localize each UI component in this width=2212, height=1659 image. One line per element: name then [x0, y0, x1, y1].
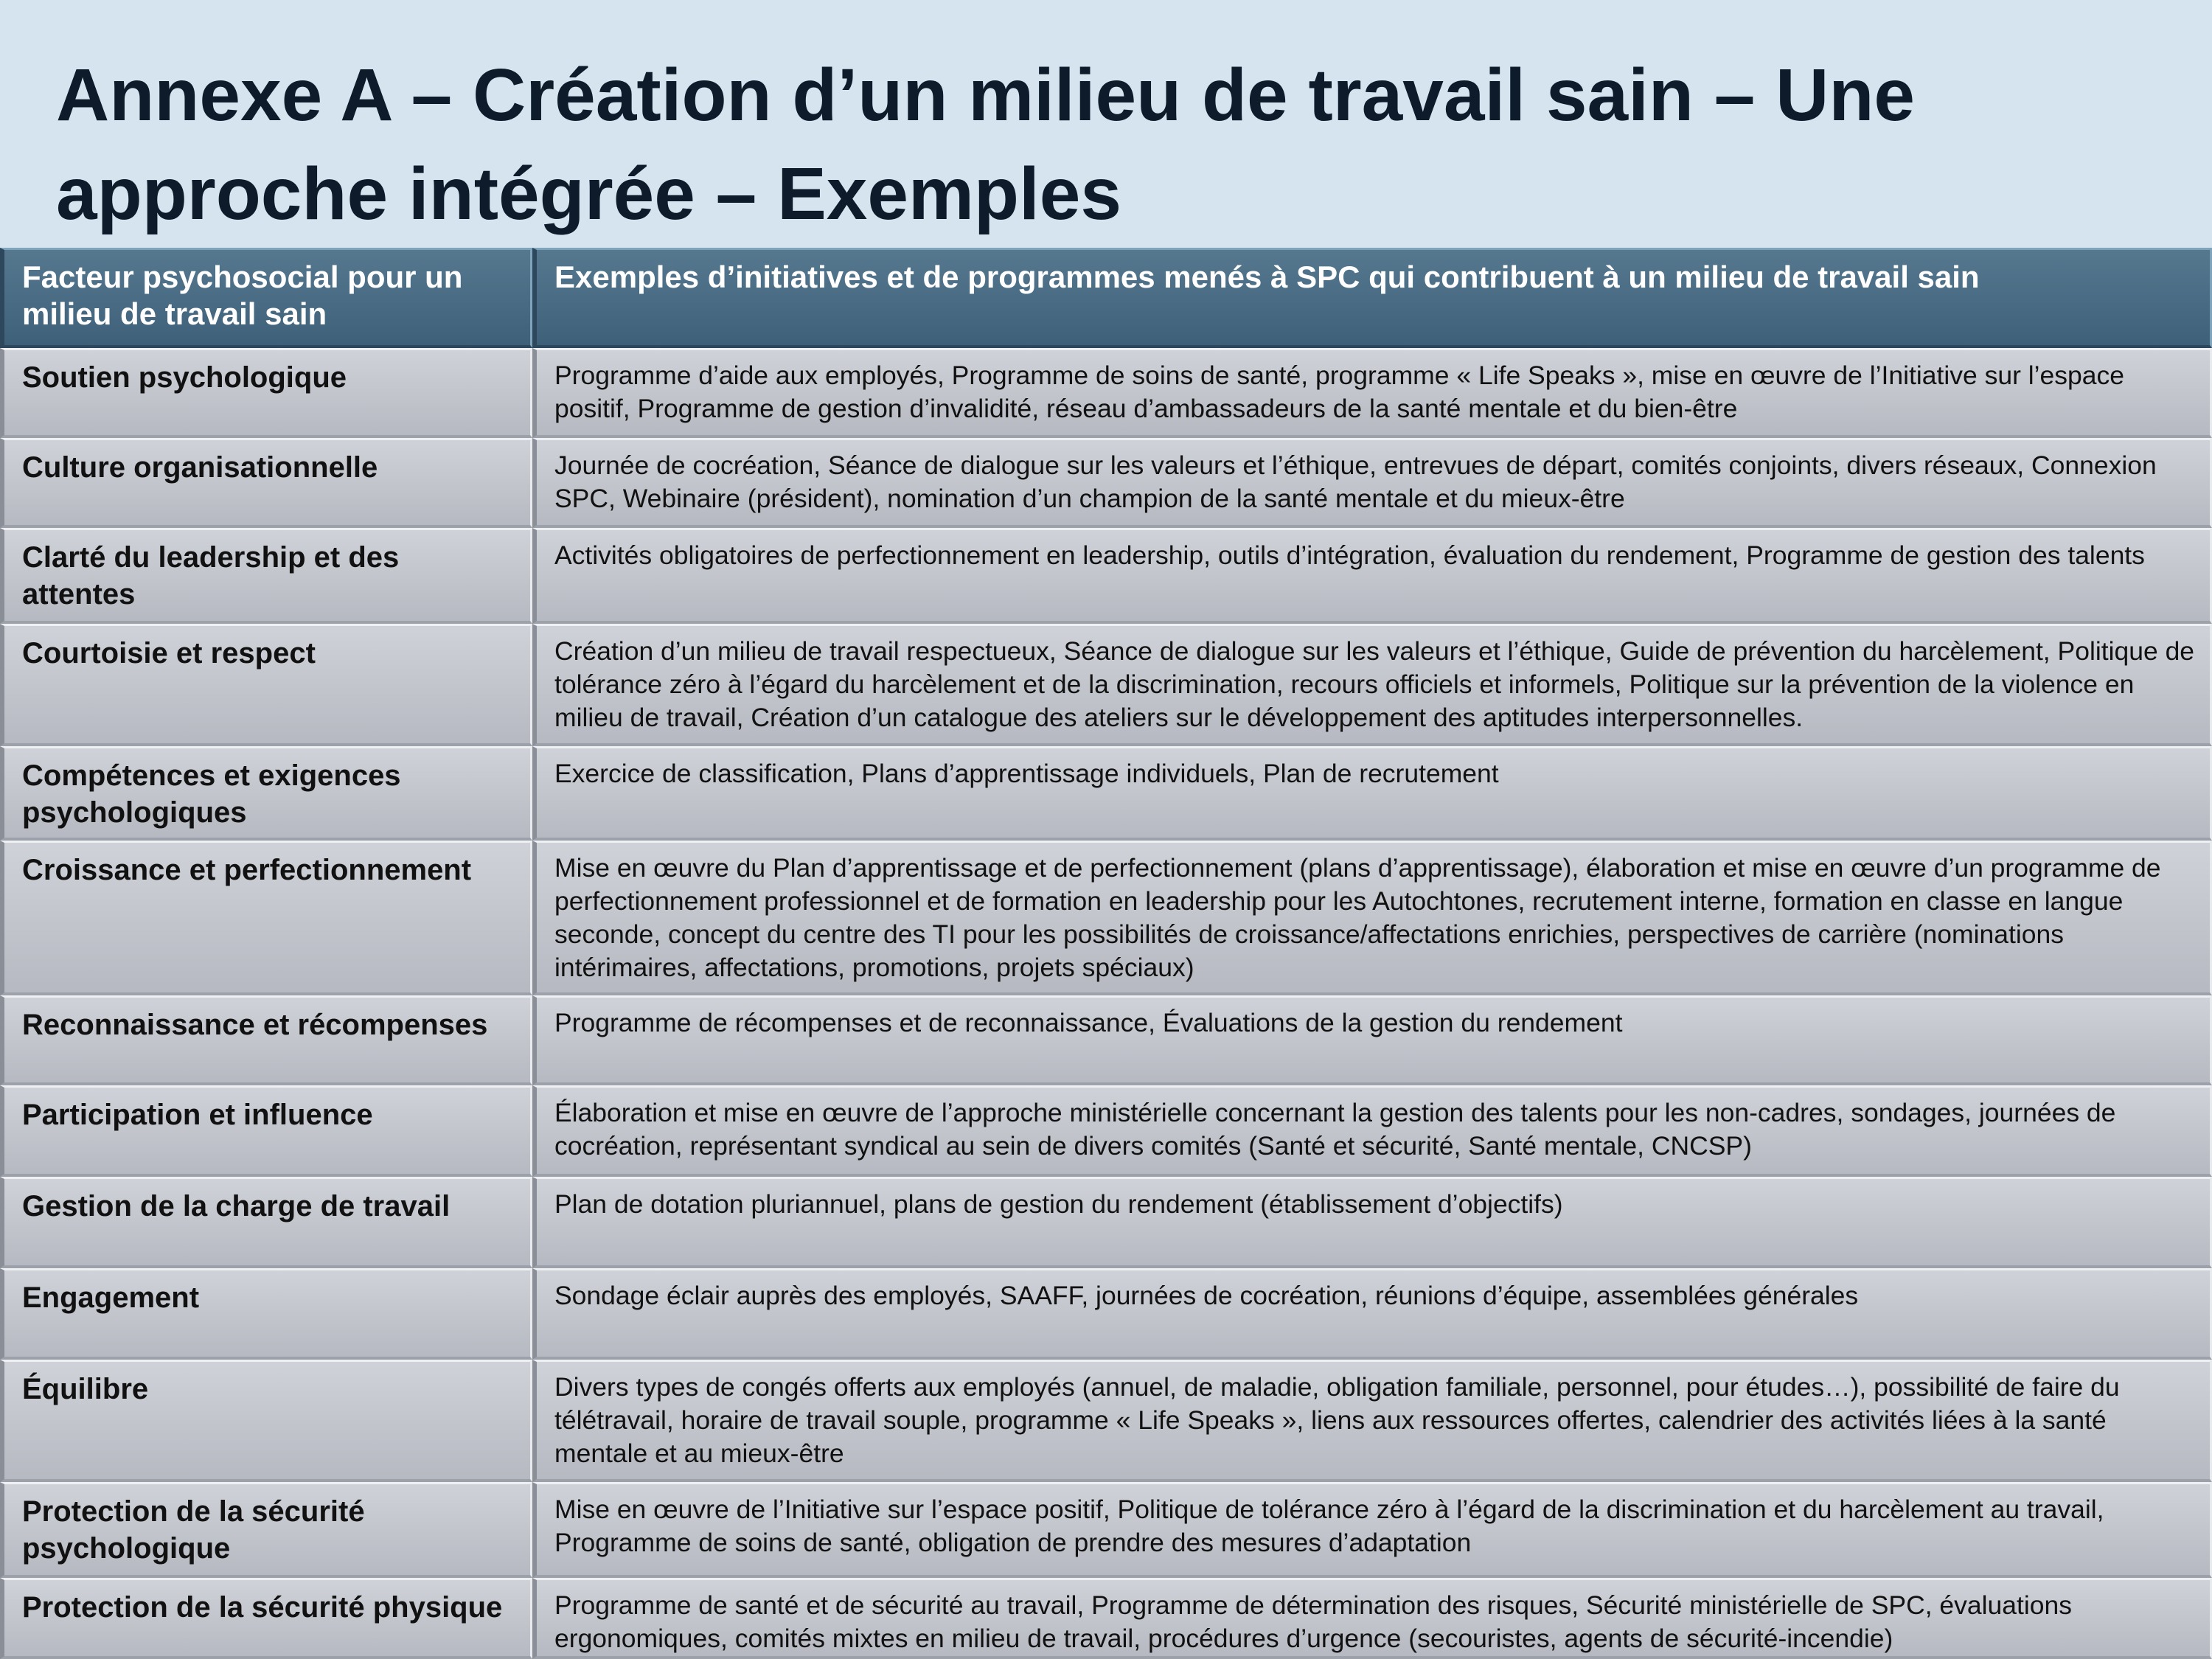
factor-label: Protection de la sécurité physique	[22, 1591, 503, 1624]
factor-cell	[0, 1578, 532, 1659]
factor-label: Équilibre	[22, 1373, 149, 1405]
examples-cell	[532, 746, 2212, 841]
examples-cell	[532, 528, 2212, 624]
examples-cell	[532, 1085, 2212, 1177]
examples-text: Plan de dotation pluriannuel, plans de gestion du rendement (établissement d’objectifs)	[554, 1189, 1563, 1219]
examples-cell	[532, 841, 2212, 995]
factor-cell	[0, 1268, 532, 1360]
header-examples-label: Exemples d’initiatives et de programmes menés à SPC qui contribuent à un milieu de travail sain	[554, 260, 1980, 294]
examples-cell	[532, 1268, 2212, 1360]
examples-cell	[532, 995, 2212, 1085]
factor-label: Engagement	[22, 1281, 200, 1314]
factor-label: Participation et influence	[22, 1099, 373, 1131]
factor-cell	[0, 624, 532, 746]
examples-text: Création d’un milieu de travail respectueux, Séance de dialogue sur les valeurs et l’éthique, Guide de prévention du harcèlement, Politique de tolérance zéro à l’égard du harcèlement et de la discrimination, recours officiels et informels, Politique sur la prévention de la violence en milieu de travail, Création d’un catalogue des ateliers sur le développement des aptitudes interpersonnelles.	[554, 636, 2195, 732]
examples-cell	[532, 1578, 2212, 1659]
factor-cell	[0, 746, 532, 841]
examples-text: Sondage éclair auprès des employés, SAAFF, journées de cocréation, réunions d’équipe, assemblées générales	[554, 1281, 1859, 1310]
factor-label: Courtoisie et respect	[22, 637, 316, 669]
factor-label: Reconnaissance et récompenses	[22, 1009, 488, 1041]
examples-cell	[532, 1482, 2212, 1578]
factor-label: Protection de la sécurité psychologique	[22, 1495, 365, 1565]
factor-label: Compétences et exigences psychologiques	[22, 759, 401, 829]
factor-label: Clarté du leadership et des attentes	[22, 541, 400, 611]
examples-cell	[532, 1177, 2212, 1268]
factor-cell	[0, 1360, 532, 1482]
examples-text: Programme de récompenses et de reconnaissance, Évaluations de la gestion du rendement	[554, 1008, 1623, 1037]
examples-cell	[532, 438, 2212, 528]
header-factor-label: Facteur psychosocial pour un milieu de travail sain	[22, 260, 463, 331]
examples-text: Mise en œuvre du Plan d’apprentissage et de perfectionnement (plans d’apprentissage), élaboration et mise en œuvre d’un programme de perfectionnement professionnel et de formation en leadership pour les Autochtones, recrutement interne, formation en classe en langue seconde, concept du centre des TI pour les possibilités de croissance/affectations enrichies, perspectives de carrière (nominations intérimaires, affectations, promotions, projets spéciaux)	[554, 853, 2161, 982]
examples-text: Divers types de congés offerts aux employés (annuel, de maladie, obligation familiale, personnel, pour études…), possibilité de faire du télétravail, horaire de travail souple, programme « Life Speaks », liens aux ressources offertes, calendrier des activités liées à la santé mentale et au mieux-être	[554, 1372, 2120, 1468]
page-title	[56, 46, 2165, 243]
header-cell-factor	[0, 248, 532, 348]
factor-cell	[0, 348, 532, 438]
examples-cell	[532, 1360, 2212, 1482]
factor-cell	[0, 1085, 532, 1177]
examples-cell	[532, 624, 2212, 746]
factor-cell	[0, 995, 532, 1085]
title-line-1: Annexe A – Création d’un milieu de travail sain – Une	[56, 54, 1916, 136]
examples-text: Journée de cocréation, Séance de dialogue sur les valeurs et l’éthique, entrevues de départ, comités conjoints, divers réseaux, Connexion SPC, Webinaire (président), nomination d’un champion de la santé mentale et du mieux-être	[554, 451, 2157, 513]
factor-cell	[0, 438, 532, 528]
examples-cell	[532, 348, 2212, 438]
examples-text: Programme d’aide aux employés, Programme de soins de santé, programme « Life Speaks », mise en œuvre de l’Initiative sur l’espace positif, Programme de gestion d’invalidité, réseau d’ambassadeurs de la santé mentale et du bien-être	[554, 361, 2125, 423]
title-line-2: approche intégrée – Exemples	[56, 153, 1122, 235]
factors-table	[0, 248, 2212, 1659]
examples-text: Activités obligatoires de perfectionnement en leadership, outils d’intégration, évaluation du rendement, Programme de gestion des talents	[554, 540, 2145, 570]
factor-cell	[0, 1177, 532, 1268]
factor-cell	[0, 1482, 532, 1578]
factor-label: Soutien psychologique	[22, 361, 347, 394]
examples-text: Exercice de classification, Plans d’apprentissage individuels, Plan de recrutement	[554, 759, 1499, 788]
factor-cell	[0, 841, 532, 995]
header-cell-examples	[532, 248, 2212, 348]
factor-label: Culture organisationnelle	[22, 451, 378, 484]
factor-label: Croissance et perfectionnement	[22, 854, 472, 886]
factor-label: Gestion de la charge de travail	[22, 1190, 451, 1222]
factor-cell	[0, 528, 532, 624]
examples-text: Élaboration et mise en œuvre de l’approche ministérielle concernant la gestion des talents pour les non-cadres, sondages, journées de cocréation, représentant syndical au sein de divers comités (Santé et sécurité, Santé mentale, CNCSP)	[554, 1098, 2116, 1161]
examples-text: Mise en œuvre de l’Initiative sur l’espace positif, Politique de tolérance zéro à l’égard de la discrimination et du harcèlement au travail, Programme de soins de santé, obligation de prendre des mesures d’adaptation	[554, 1495, 2104, 1557]
examples-text: Programme de santé et de sécurité au travail, Programme de détermination des risques, Sécurité ministérielle de SPC, évaluations ergonomiques, comités mixtes en milieu de travail, procédures d’urgence (secouristes, agents de sécurité-incendie)	[554, 1590, 2073, 1653]
